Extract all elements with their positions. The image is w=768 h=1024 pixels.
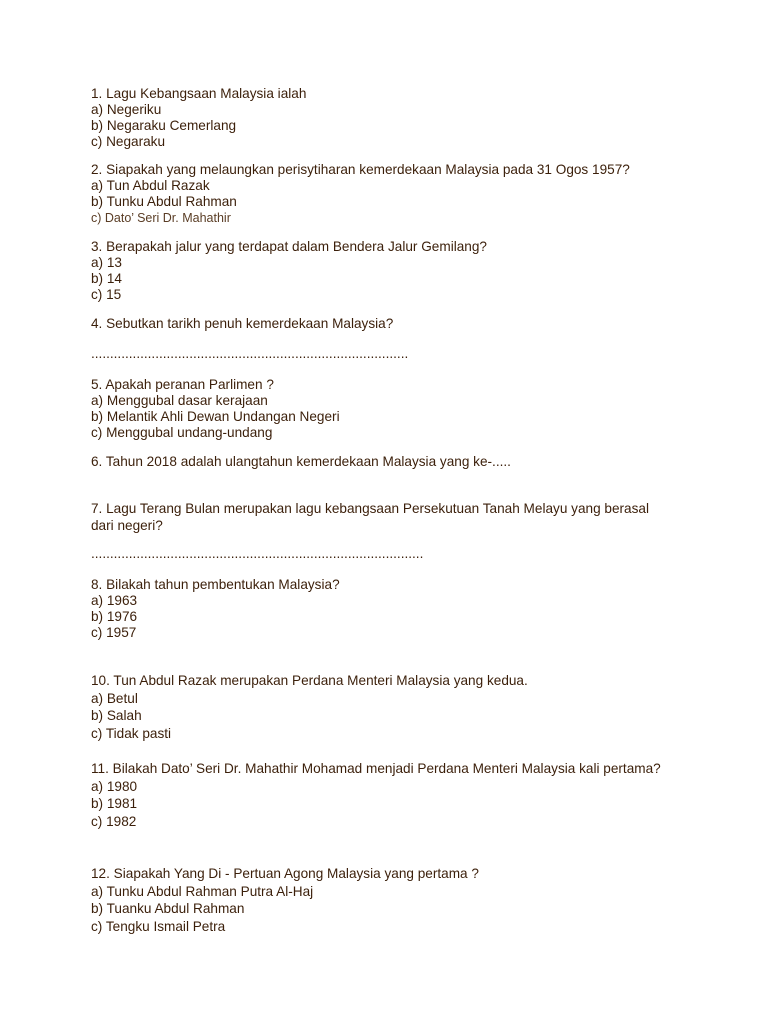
- answer-blank: ....................................................................................: [91, 346, 409, 361]
- question-12: [91, 865, 691, 935]
- option-b: b) Tunku Abdul Rahman: [91, 194, 237, 209]
- question-4: [91, 316, 691, 332]
- option-a: a) Menggubal dasar kerajaan: [91, 393, 268, 408]
- option-a: a) 1980: [91, 778, 138, 794]
- option-c: c) 1957: [91, 625, 137, 640]
- question-text: 8. Bilakah tahun pembentukan Malaysia?: [91, 577, 340, 592]
- question-5: [91, 377, 691, 441]
- option-b: b) Negaraku Cemerlang: [91, 118, 237, 133]
- option-a: a) Tun Abdul Razak: [91, 178, 210, 193]
- option-a: a) Betul: [91, 690, 138, 706]
- option-c: c) Negaraku: [91, 134, 166, 149]
- question-text: 3. Berapakah jalur yang terdapat dalam Bendera Jalur Gemilang?: [91, 239, 487, 254]
- question-6: [91, 454, 691, 470]
- answer-blank: ........................................................................................: [91, 546, 424, 561]
- option-c: c) 15: [91, 287, 122, 302]
- question-text: 7. Lagu Terang Bulan merupakan lagu kebangsaan Persekutuan Tanah Melayu yang berasal dari negeri?: [91, 501, 649, 533]
- option-b: b) 14: [91, 271, 122, 286]
- question-8: [91, 577, 691, 641]
- option-b: b) 1976: [91, 609, 138, 624]
- question-text: 6. Tahun 2018 adalah ulangtahun kemerdekaan Malaysia yang ke-.....: [91, 454, 511, 469]
- option-a: a) 1963: [91, 593, 138, 608]
- option-c: c) Tidak pasti: [91, 725, 172, 741]
- option-a: a) 13: [91, 255, 122, 270]
- question-text: 5. Apakah peranan Parlimen ?: [91, 377, 274, 392]
- question-text: 12. Siapakah Yang Di - Pertuan Agong Malaysia yang pertama ?: [91, 866, 479, 881]
- option-b: b) Melantik Ahli Dewan Undangan Negeri: [91, 409, 340, 424]
- question-text: 10. Tun Abdul Razak merupakan Perdana Menteri Malaysia yang kedua.: [91, 673, 528, 688]
- question-1: [91, 86, 691, 150]
- question-text: 4. Sebutkan tarikh penuh kemerdekaan Malaysia?: [91, 316, 394, 331]
- option-b: b) Tuanku Abdul Rahman: [91, 901, 245, 916]
- question-11: [91, 760, 671, 830]
- option-a: a) Negeriku: [91, 102, 162, 117]
- question-2: [91, 162, 691, 226]
- option-b: b) Salah: [91, 708, 142, 723]
- question-text: 11. Bilakah Dato’ Seri Dr. Mahathir Mohamad menjadi Perdana Menteri Malaysia kali pertama?: [91, 761, 661, 776]
- question-10: [91, 672, 691, 742]
- question-3: [91, 239, 691, 303]
- option-c: c) 1982: [91, 813, 137, 829]
- question-7: [91, 500, 671, 534]
- option-b: b) 1981: [91, 796, 138, 811]
- answer-line-4: [91, 346, 691, 362]
- question-text: 2. Siapakah yang melaungkan perisytiharan kemerdekaan Malaysia pada 31 Ogos 1957?: [91, 162, 630, 177]
- question-text: 1. Lagu Kebangsaan Malaysia ialah: [91, 86, 307, 101]
- option-c: c) Menggubal undang-undang: [91, 425, 273, 440]
- answer-line-7: [91, 546, 691, 562]
- option-a: a) Tunku Abdul Rahman Putra Al-Haj: [91, 883, 314, 899]
- option-c: c) Dato’ Seri Dr. Mahathir: [91, 211, 231, 225]
- option-c: c) Tengku Ismail Petra: [91, 918, 226, 934]
